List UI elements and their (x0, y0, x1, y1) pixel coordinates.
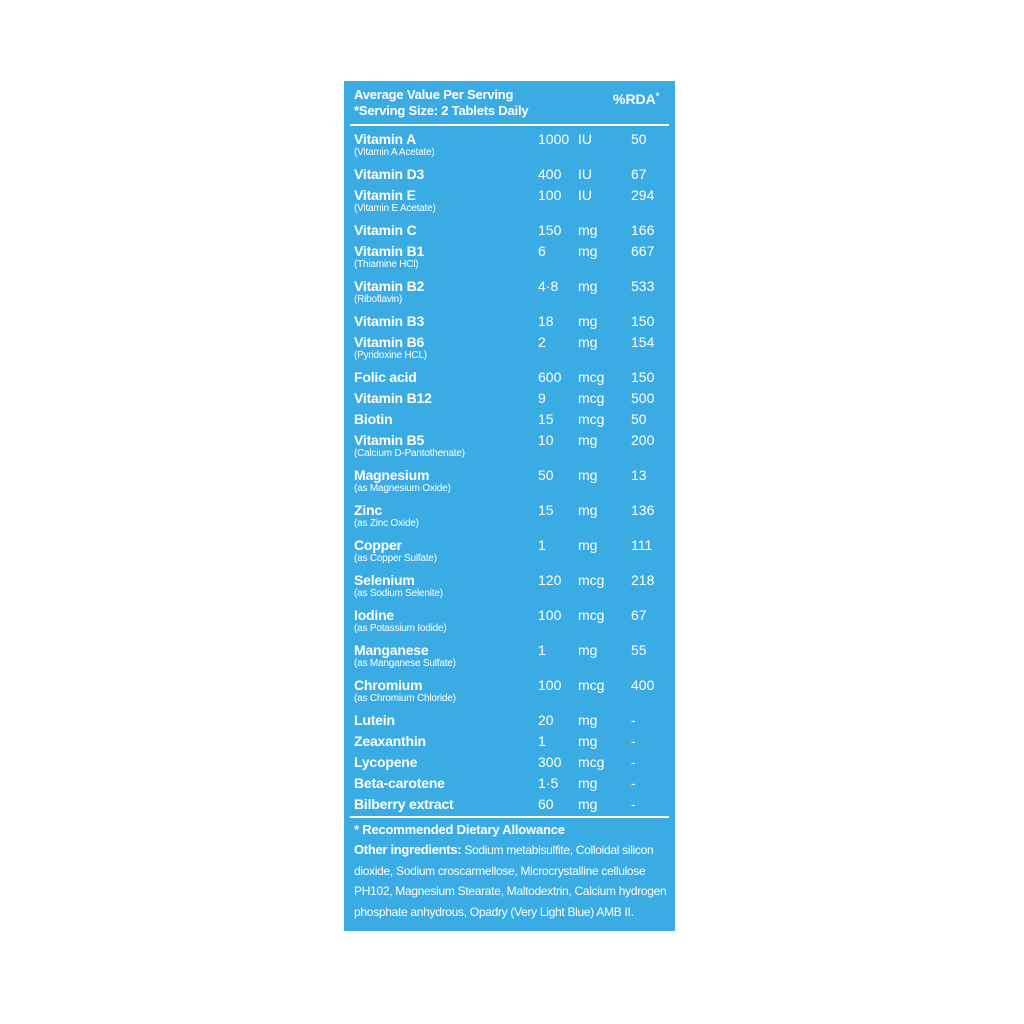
nutrient-unit: mg (578, 502, 598, 518)
nutrient-unit: mcg (578, 677, 605, 693)
nutrient-rda: 67 (631, 607, 647, 623)
nutrient-rda: - (631, 754, 636, 770)
nutrient-amount: 600 (538, 369, 562, 385)
header-serving-size: *Serving Size: 2 Tablets Daily (354, 103, 529, 118)
nutrient-rda: 55 (631, 642, 647, 658)
nutrient-amount: 20 (538, 712, 554, 728)
nutrient-name: Vitamin B3 (354, 313, 425, 329)
nutrient-unit: mg (578, 467, 598, 483)
nutrient-source: (Vitamin E Acetate) (354, 203, 436, 214)
nutrient-rda: 533 (631, 278, 655, 294)
header-serving-title: Average Value Per Serving (354, 87, 514, 102)
nutrient-unit: mcg (578, 607, 605, 623)
nutrient-unit: mg (578, 712, 598, 728)
nutrient-name: Vitamin B6 (354, 334, 425, 350)
nutrient-amount: 1·5 (538, 775, 559, 791)
nutrient-name: Vitamin D3 (354, 166, 425, 182)
nutrient-unit: mg (578, 775, 598, 791)
nutrient-unit: mcg (578, 754, 605, 770)
nutrient-rda: 136 (631, 502, 655, 518)
nutrient-rda: 400 (631, 677, 655, 693)
nutrient-rda: 50 (631, 411, 647, 427)
nutrient-rda: 667 (631, 243, 655, 259)
nutrient-amount: 18 (538, 313, 554, 329)
nutrient-rda: - (631, 733, 636, 749)
nutrient-rda: 50 (631, 131, 647, 147)
nutrient-name: Beta-carotene (354, 775, 445, 791)
nutrient-name: Lutein (354, 712, 395, 728)
rda-asterisk: * (655, 91, 660, 101)
nutrient-name: Vitamin E (354, 187, 416, 203)
nutrient-amount: 1 (538, 642, 546, 658)
nutrient-unit: mcg (578, 390, 605, 406)
nutrient-amount: 9 (538, 390, 546, 406)
nutrient-unit: mg (578, 278, 598, 294)
nutrient-rda: 111 (631, 537, 653, 553)
nutrient-name: Manganese (354, 642, 429, 658)
nutrient-name: Vitamin B5 (354, 432, 425, 448)
nutrient-amount: 50 (538, 467, 554, 483)
nutrient-source: (as Zinc Oxide) (354, 518, 419, 529)
nutrient-source: (Pyridoxine HCL) (354, 350, 427, 361)
nutrient-name: Bilberry extract (354, 796, 454, 812)
nutrient-unit: IU (578, 131, 592, 147)
nutrient-unit: IU (578, 187, 592, 203)
nutrient-source: (as Potassium Iodide) (354, 623, 447, 634)
nutrient-amount: 15 (538, 411, 554, 427)
ingredients-label: Other ingredients: (354, 842, 462, 857)
nutrient-amount: 2 (538, 334, 546, 350)
nutrient-rda: 13 (631, 467, 647, 483)
nutrient-amount: 60 (538, 796, 554, 812)
nutrient-unit: mg (578, 222, 598, 238)
nutrient-rda: - (631, 775, 636, 791)
nutrient-rda: 154 (631, 334, 655, 350)
nutrient-rda: - (631, 712, 636, 728)
nutrient-rda: 150 (631, 369, 655, 385)
nutrient-name: Selenium (354, 572, 415, 588)
nutrient-amount: 1 (538, 537, 546, 553)
nutrient-source: (as Chromium Chloride) (354, 693, 456, 704)
nutrient-unit: mg (578, 537, 598, 553)
nutrient-name: Lycopene (354, 754, 418, 770)
nutrient-unit: IU (578, 166, 592, 182)
footer-divider (350, 816, 669, 818)
nutrient-rda: 150 (631, 313, 655, 329)
nutrient-unit: mg (578, 243, 598, 259)
nutrient-amount: 100 (538, 187, 562, 203)
nutrient-source: (Calcium D-Pantothenate) (354, 448, 465, 459)
nutrient-unit: mcg (578, 411, 605, 427)
nutrient-source: (Thiamine HCl) (354, 259, 419, 270)
nutrient-unit: mcg (578, 572, 605, 588)
nutrient-name: Vitamin A (354, 131, 416, 147)
nutrient-rda: 500 (631, 390, 655, 406)
header-rda-label (613, 91, 659, 107)
nutrient-name: Zinc (354, 502, 382, 518)
nutrient-amount: 1000 (538, 131, 570, 147)
nutrient-name: Iodine (354, 607, 395, 623)
nutrient-unit: mg (578, 432, 598, 448)
nutrient-name: Folic acid (354, 369, 417, 385)
nutrient-name: Vitamin B1 (354, 243, 425, 259)
ingredients-text: Sodium metabisulfite, Colloidal silicon dioxide, Sodium croscarmellose, Microcrystalline cellulose PH102, Magnesium Stearate, Maltodextrin, Calcium hydrogen phosphate anhydrous, Opadry (Very Light Blue) AMB II. (354, 843, 667, 919)
nutrient-amount: 6 (538, 243, 546, 259)
other-ingredients (354, 840, 672, 922)
nutrient-source: (as Magnesium Oxide) (354, 483, 451, 494)
nutrient-amount: 300 (538, 754, 562, 770)
nutrient-amount: 100 (538, 677, 562, 693)
nutrient-amount: 150 (538, 222, 562, 238)
nutrient-rda: - (631, 796, 636, 812)
nutrient-name: Vitamin C (354, 222, 417, 238)
nutrient-amount: 4·8 (538, 278, 559, 294)
nutrient-unit: mcg (578, 369, 605, 385)
nutrient-name: Biotin (354, 411, 393, 427)
nutrient-amount: 10 (538, 432, 554, 448)
nutrient-unit: mg (578, 313, 598, 329)
supplement-facts-panel (344, 81, 675, 931)
nutrient-rda: 67 (631, 166, 647, 182)
rda-footnote: * Recommended Dietary Allowance (354, 822, 565, 837)
nutrient-unit: mg (578, 733, 598, 749)
nutrient-amount: 400 (538, 166, 562, 182)
nutrient-name: Copper (354, 537, 402, 553)
nutrient-name: Chromium (354, 677, 423, 693)
rda-label-text: %RDA (613, 91, 656, 107)
nutrient-rda: 218 (631, 572, 655, 588)
nutrient-rda: 294 (631, 187, 655, 203)
nutrient-unit: mg (578, 642, 598, 658)
nutrient-name: Zeaxanthin (354, 733, 426, 749)
nutrient-rda: 166 (631, 222, 655, 238)
nutrient-source: (as Sodium Selenite) (354, 588, 443, 599)
header-divider (350, 124, 669, 126)
nutrient-amount: 100 (538, 607, 562, 623)
nutrient-name: Vitamin B2 (354, 278, 425, 294)
nutrient-source: (as Manganese Sulfate) (354, 658, 456, 669)
nutrient-amount: 15 (538, 502, 554, 518)
nutrient-source: (Vitamin A Acetate) (354, 147, 435, 158)
nutrient-source: (Riboflavin) (354, 294, 403, 305)
nutrient-amount: 1 (538, 733, 546, 749)
nutrient-unit: mg (578, 334, 598, 350)
nutrient-source: (as Copper Sulfate) (354, 553, 437, 564)
nutrient-name: Magnesium (354, 467, 430, 483)
nutrient-amount: 120 (538, 572, 562, 588)
nutrient-unit: mg (578, 796, 598, 812)
nutrient-name: Vitamin B12 (354, 390, 432, 406)
nutrient-rda: 200 (631, 432, 655, 448)
